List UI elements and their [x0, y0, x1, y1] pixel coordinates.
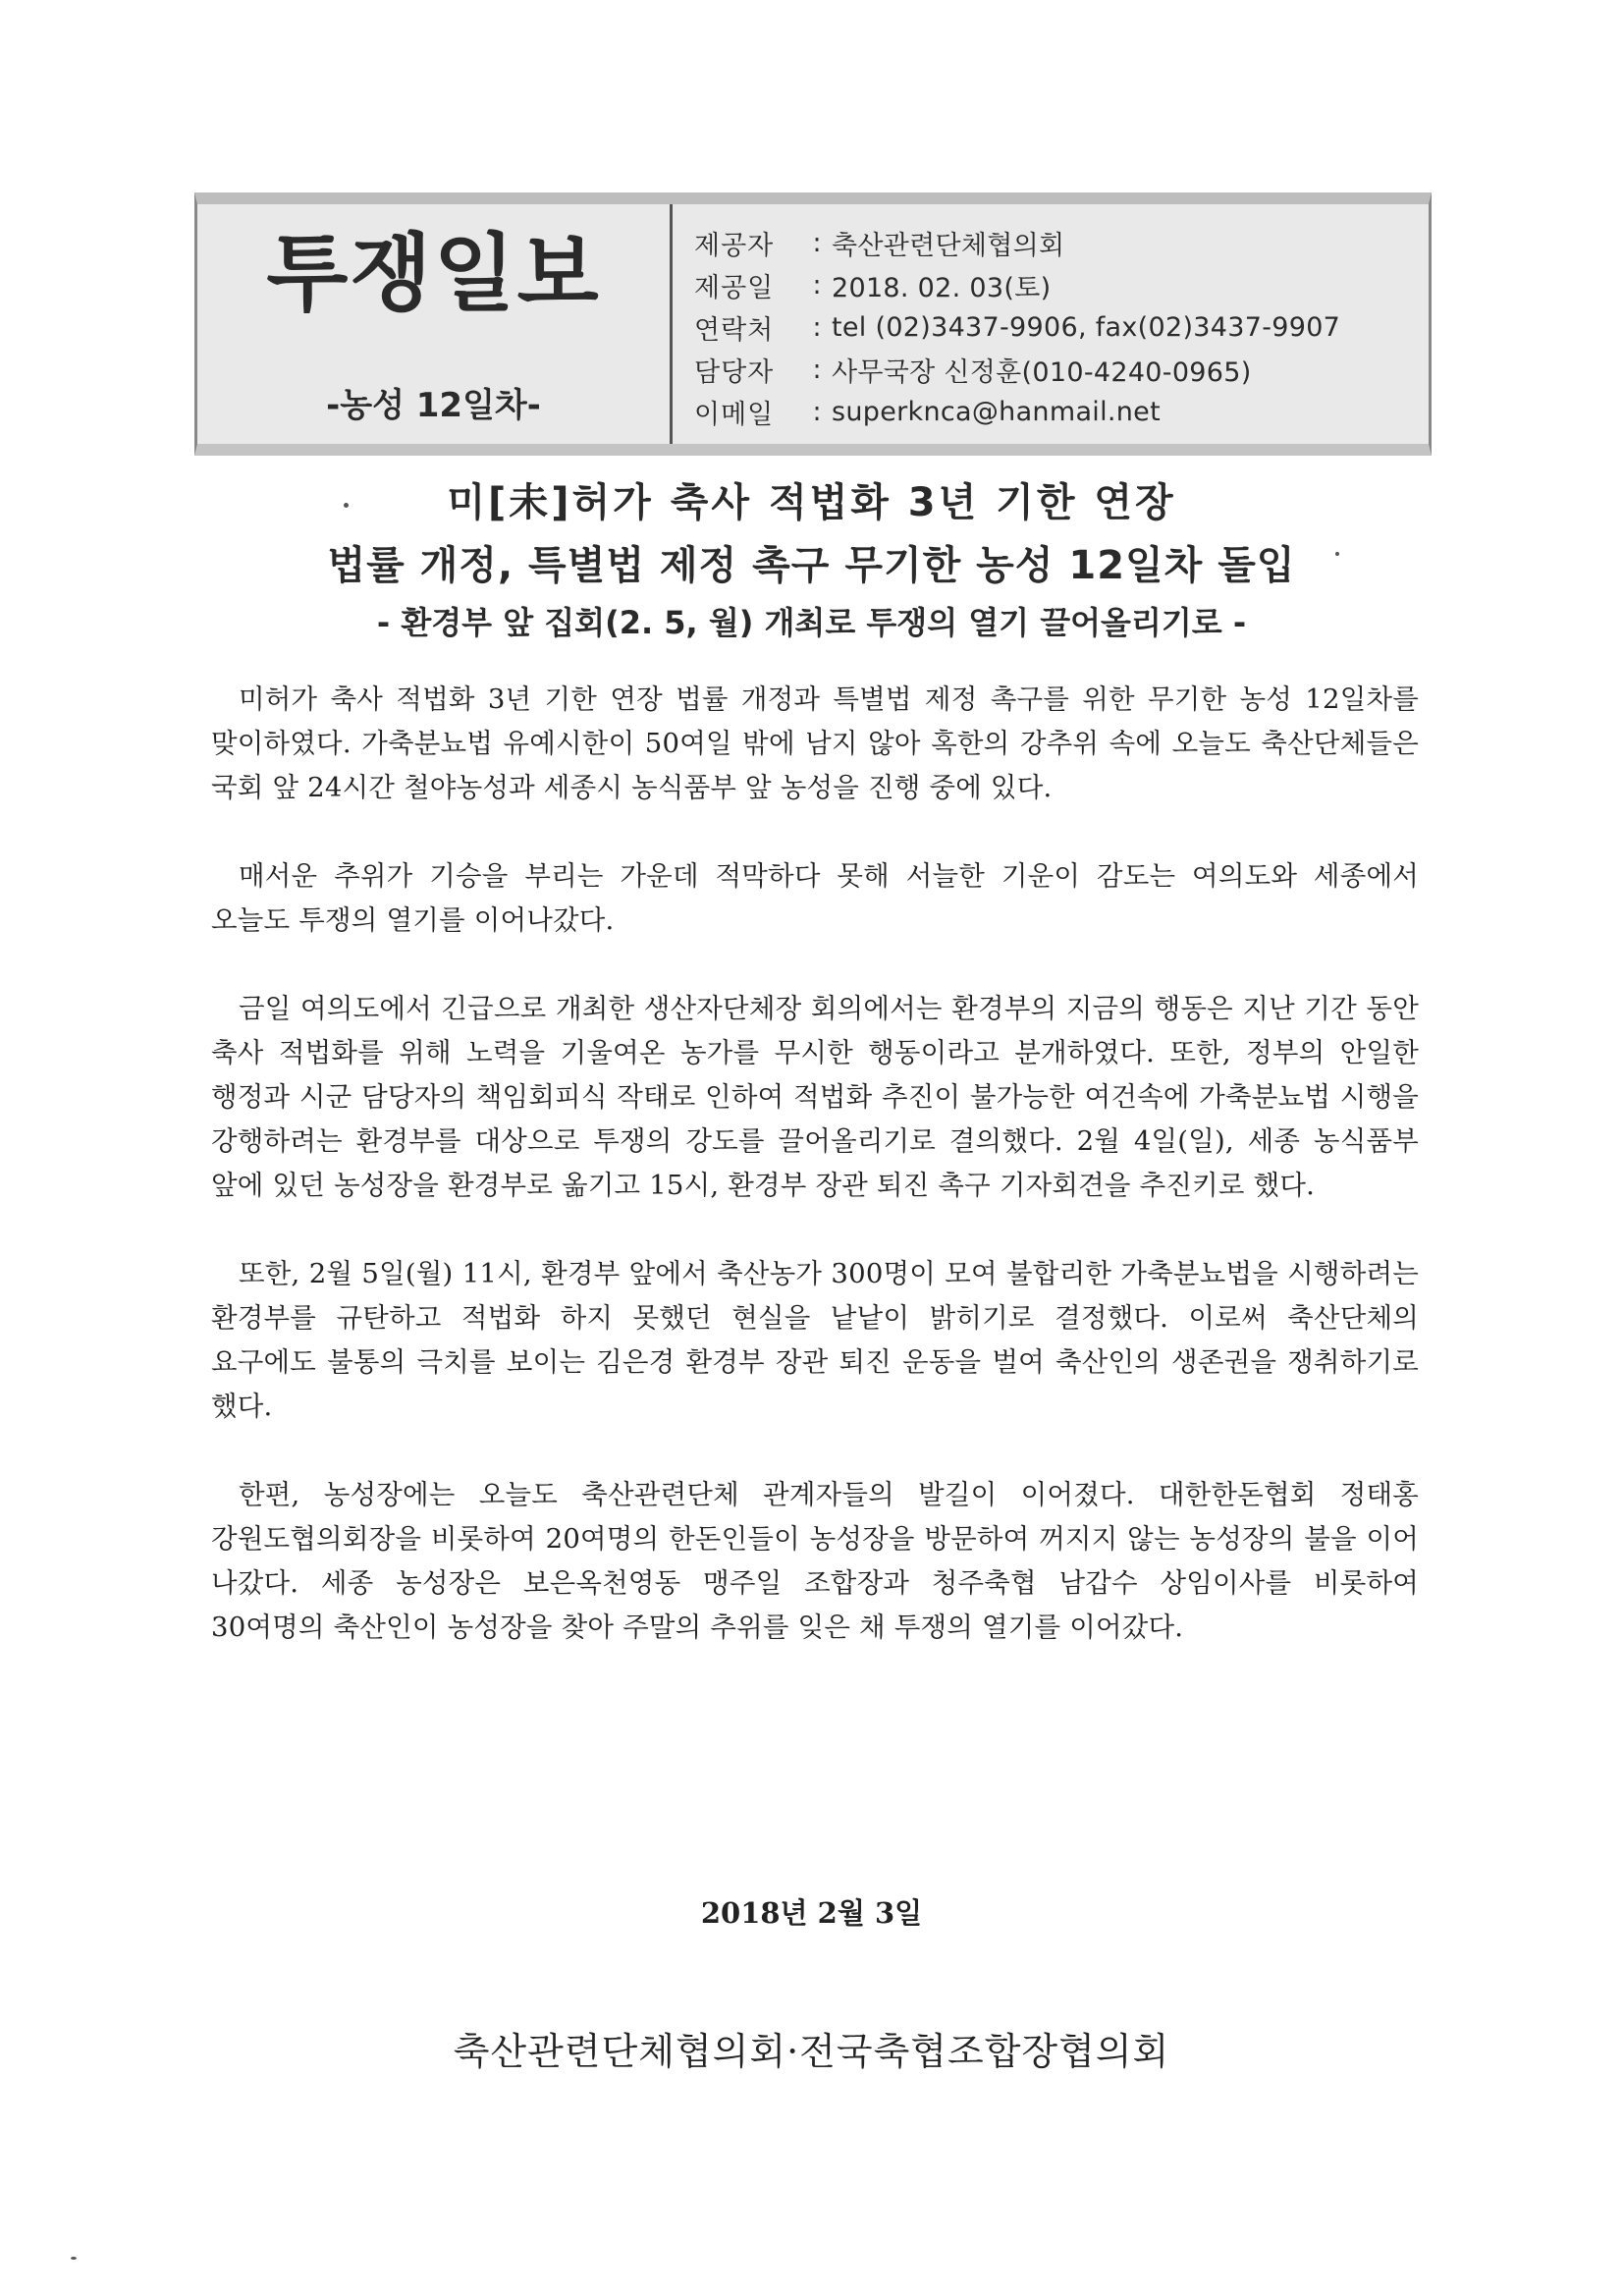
- article-paragraph: 금일 여의도에서 긴급으로 개최한 생산자단체장 회의에서는 환경부의 지금의 행동은 지난 기간 동안 축사 적법화를 위해 노력을 기울여온 농가를 무시한 행동이라고 분개하였다. 또한, 정부의 안일한 행정과 시군 담당자의 책임회피식 작태로 인하여 적법화 추진이 불가능한 여건속에 가축분뇨법 시행을 강행하려는 환경부를 대상으로 투쟁의 강도를 끌어올리기로 결의했다. 2월 4일(일), 세종 농식품부 앞에 있던 농성장을 환경부로 옮기고 15시, 환경부 장관 퇴진 촉구 기자회견을 추진키로 했다.: [211, 993, 1419, 1201]
- info-colon: :: [812, 397, 822, 427]
- info-label: 제공일: [694, 273, 775, 303]
- info-colon: :: [812, 228, 822, 258]
- article-paragraph: 매서운 추위가 기승을 부리는 가운데 적막하다 못해 서늘한 기운이 감도는 여의도와 세종에서 오늘도 투쟁의 열기를 이어나갔다.: [211, 860, 1419, 936]
- article-paragraph: 또한, 2월 5일(월) 11시, 환경부 앞에서 축산농가 300명이 모여 불합리한 가축분뇨법을 시행하려는 환경부를 규탄하고 적법화 하지 못했던 현실을 낱낱이 밝히기로 결정했다. 이로써 축산단체의 요구에도 불통의 극치를 보이는 김은경 환경부 장관 퇴진 운동을 벌여 축산인의 생존권을 쟁취하기로 했다.: [211, 1258, 1419, 1422]
- press-release-header: [194, 192, 1432, 456]
- info-colon: :: [812, 270, 822, 301]
- article-paragraph: 한편, 농성장에는 오늘도 축산관련단체 관계자들의 발길이 이어졌다. 대한한돈협회 정태홍 강원도협의회장을 비롯하여 20여명의 한돈인들이 농성장을 방문하여 꺼지지 않는 농성장의 불을 이어 나갔다. 세종 농성장은 보은옥천영동 맹주일 조합장과 청주축협 남갑수 상임이사를 비롯하여 30여명의 축산인이 농성장을 찾아 주말의 추위를 잊은 채 투쟁의 열기를 이어갔다.: [211, 1479, 1419, 1643]
- info-row-date: [694, 264, 1429, 306]
- headline-subtitle: - 환경부 앞 집회(2. 5, 월) 개최로 투쟁의 열기 끌어올리기로 -: [376, 604, 1247, 641]
- info-label: 연락처: [694, 315, 775, 346]
- info-value: superknca@hanmail.net: [832, 397, 1161, 427]
- info-colon: :: [812, 355, 822, 385]
- info-value: tel (02)3437-9906, fax(02)3437-9907: [832, 312, 1341, 343]
- header-title-block: [197, 204, 673, 444]
- info-label: 제공자: [694, 231, 775, 261]
- info-value: 2018. 02. 03(토): [832, 273, 1052, 303]
- info-colon: :: [812, 312, 822, 343]
- info-value: 축산관련단체협의회: [832, 231, 1065, 261]
- info-row-manager: [694, 349, 1429, 391]
- issue-date: 2018년 2월 3일: [700, 1896, 923, 1930]
- info-value: 사무국장 신정훈(010-4240-0965): [832, 357, 1252, 388]
- issuing-organizations: 축산관련단체협의회·전국축협조합장협의회: [453, 2030, 1170, 2073]
- info-row-contact: [694, 306, 1429, 349]
- newsletter-title: 투쟁일보: [266, 225, 601, 323]
- scan-speck: [71, 2257, 77, 2260]
- protest-day-label: -농성 12일차-: [326, 386, 541, 425]
- contact-info-block: [673, 204, 1429, 444]
- headline-main: 미[未]허가 축사 적법화 3년 기한 연장: [447, 480, 1176, 525]
- info-label: 이메일: [694, 400, 775, 430]
- info-row-email: [694, 391, 1429, 433]
- info-label: 담당자: [694, 357, 775, 388]
- article-paragraph: 미허가 축사 적법화 3년 기한 연장 법률 개정과 특별법 제정 촉구를 위한 무기한 농성 12일차를 맞이하였다. 가축분뇨법 유예시한이 50여일 밖에 남지 않아 혹한의 강추위 속에 오늘도 축산단체들은 국회 앞 24시간 철야농성과 세종시 농식품부 앞 농성을 진행 중에 있다.: [211, 683, 1419, 803]
- headline-secondary: 법률 개정, 특별법 제정 촉구 무기한 농성 12일차 돌입: [327, 543, 1296, 588]
- info-row-provider: [694, 222, 1429, 264]
- article-body: [211, 678, 1419, 1694]
